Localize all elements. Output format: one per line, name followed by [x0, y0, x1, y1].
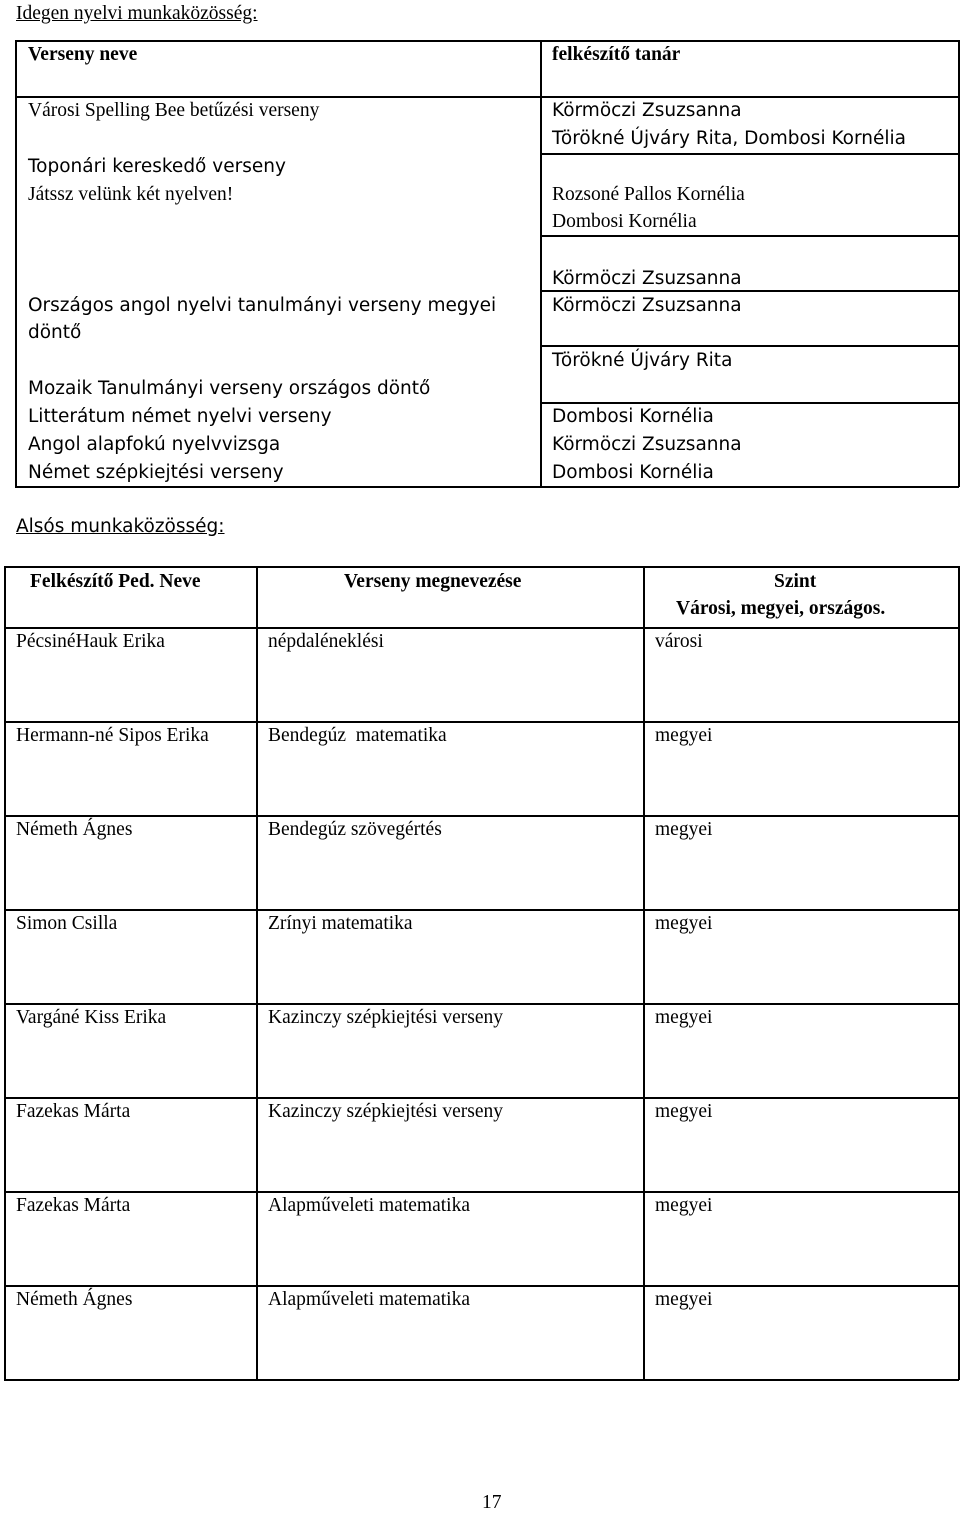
table-row-level: megyei [655, 1195, 713, 1216]
table-row-competition: Alapműveleti matematika [268, 1195, 470, 1216]
table-row-level: megyei [655, 1289, 713, 1310]
table2-header-competition: Verseny megnevezése [344, 571, 522, 592]
table1-cell: Angol alapfokú nyelvvizsga [28, 434, 281, 455]
table1-cell: Dombosi Kornélia [552, 406, 714, 427]
table-row-level: megyei [655, 913, 713, 934]
table2-header-level: Szint [774, 571, 817, 592]
table1-cell: Körmöczi Zsuzsanna [552, 434, 742, 455]
table-row-level: megyei [655, 725, 713, 746]
table-row-competition: Kazinczy szépkiejtési verseny [268, 1101, 503, 1122]
table-row-competition: Alapműveleti matematika [268, 1289, 470, 1310]
table1-cell: Mozaik Tanulmányi verseny országos döntő [28, 378, 431, 399]
table1-cell: Toponári kereskedő verseny [28, 156, 286, 177]
table-row-teacher: Hermann-né Sipos Erika [16, 725, 209, 746]
table1-cell: Német szépkiejtési verseny [28, 462, 284, 483]
table1-header-teacher: felkészítő tanár [552, 44, 681, 65]
table-row-teacher: Fazekas Márta [16, 1101, 131, 1122]
table-row-teacher: Simon Csilla [16, 913, 118, 934]
table-row-competition: Kazinczy szépkiejtési verseny [268, 1007, 503, 1028]
table-row-level: megyei [655, 819, 713, 840]
table1-cell: Körmöczi Zsuzsanna [552, 100, 742, 121]
table1-cell: Litterátum német nyelvi verseny [28, 406, 332, 427]
table1-cell: Dombosi Kornélia [552, 211, 697, 232]
table1-cell: Törökné Újváry Rita, Dombosi Kornélia [552, 128, 907, 149]
table-row-teacher: Fazekas Márta [16, 1195, 131, 1216]
section-title-lower: Alsós munkaközösség: [16, 516, 225, 537]
section-title-foreign: Idegen nyelvi munkaközösség: [16, 3, 258, 24]
table-row-competition: Bendegúz matematika [268, 725, 447, 746]
table-row-teacher: Vargáné Kiss Erika [16, 1007, 167, 1028]
page-number: 17 [482, 1492, 502, 1513]
table-row-level: megyei [655, 1007, 713, 1028]
table1-cell: Rozsoné Pallos Kornélia [552, 184, 745, 205]
table1-cell: Dombosi Kornélia [552, 462, 714, 483]
table1-header-name: Verseny neve [28, 44, 138, 65]
table1-cell: Körmöczi Zsuzsanna [552, 268, 742, 289]
table2-header-level-sub: Városi, megyei, országos. [676, 598, 886, 619]
table1-cell: Törökné Újváry Rita [552, 350, 733, 371]
table-row-competition: népdaléneklési [268, 631, 384, 652]
table-row-teacher: PécsinéHauk Erika [16, 631, 165, 652]
table1-cell: Játssz velünk két nyelven! [28, 184, 234, 205]
table-row-level: városi [655, 631, 703, 652]
table2-header-teacher: Felkészítő Ped. Neve [30, 571, 201, 592]
table-row-level: megyei [655, 1101, 713, 1122]
table1-cell: döntő [28, 322, 82, 343]
table1-cell: Országos angol nyelvi tanulmányi verseny megyei [28, 295, 497, 316]
table-row-competition: Zrínyi matematika [268, 913, 413, 934]
table1-cell: Körmöczi Zsuzsanna [552, 295, 742, 316]
table-row-competition: Bendegúz szövegértés [268, 819, 442, 840]
table-row-teacher: Németh Ágnes [16, 819, 133, 840]
table1-cell: Városi Spelling Bee betűzési verseny [28, 100, 320, 121]
table-row-teacher: Németh Ágnes [16, 1289, 133, 1310]
